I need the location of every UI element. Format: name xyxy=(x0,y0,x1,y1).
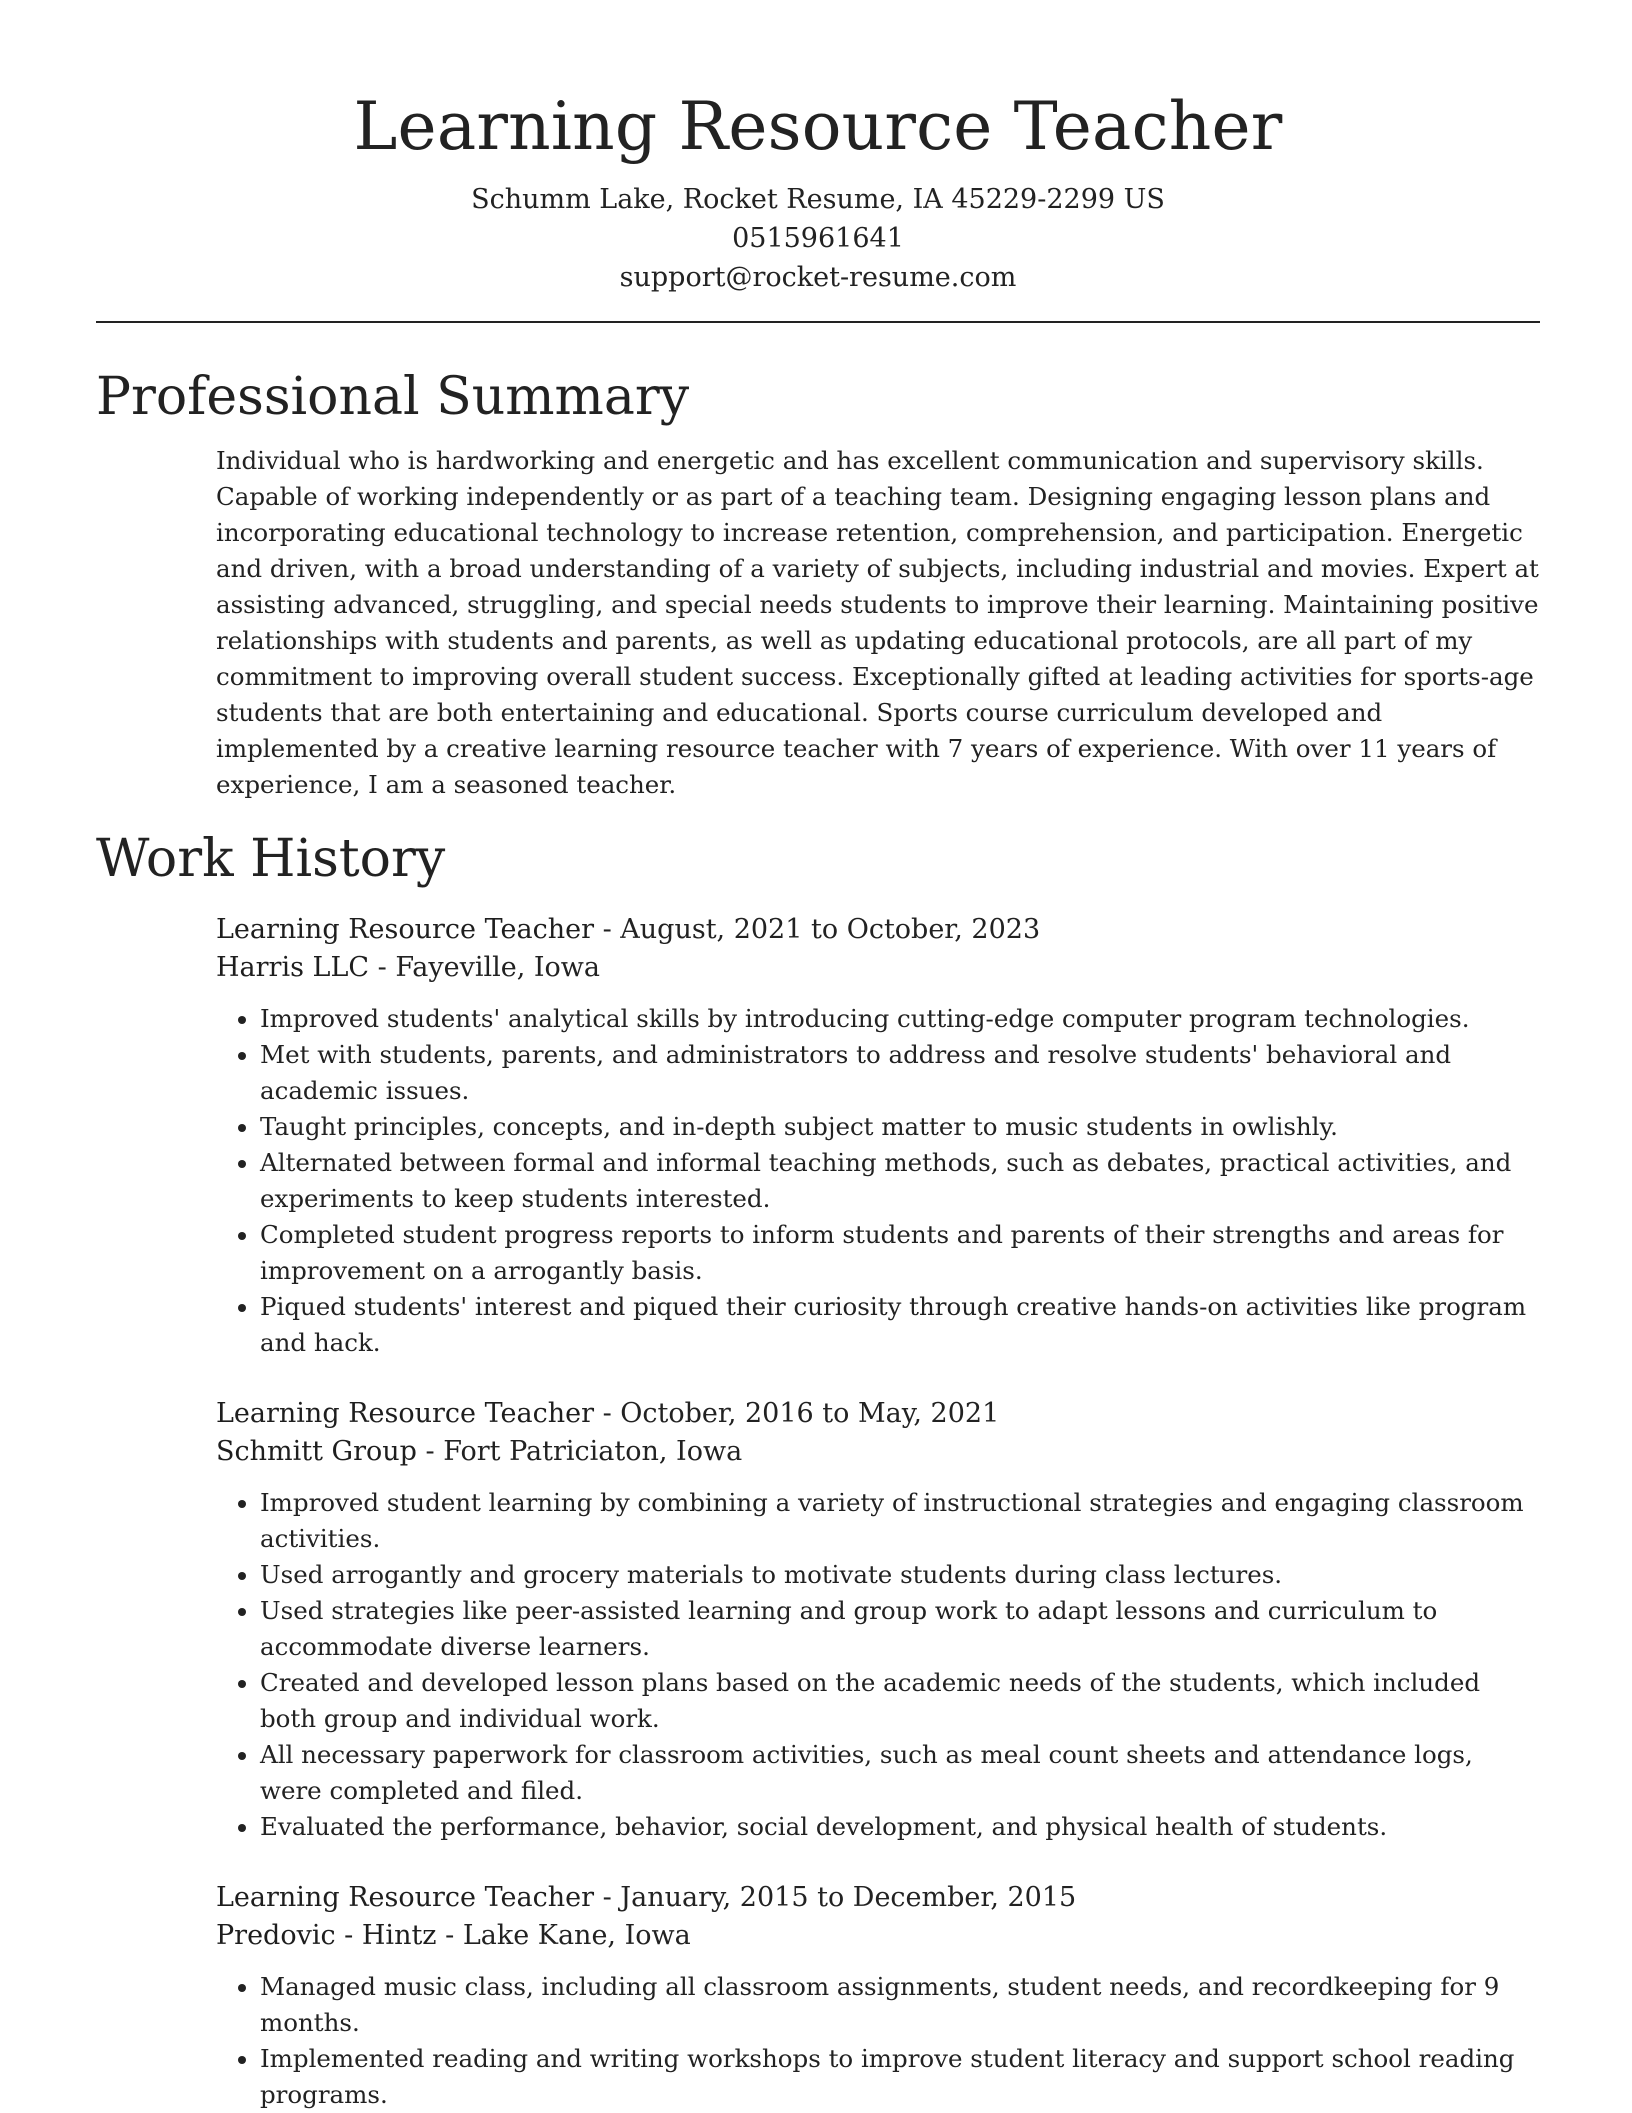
job-bullet: • Taught principles, concepts, and in-depth subject matter to music students in owlishly. xyxy=(260,1109,1540,1145)
job-entry-3 xyxy=(216,1879,1540,2113)
job-location: - Fayeville, Iowa xyxy=(369,952,601,983)
job-company: Predovic - Hintz xyxy=(216,1920,437,1951)
contact-phone: 0515961641 xyxy=(732,223,904,254)
contact-email: support@rocket-resume.com xyxy=(619,262,1017,293)
job-dates: - January, 2015 to December, 2015 xyxy=(593,1882,1077,1913)
job-entry-2 xyxy=(216,1395,1540,1845)
job-bullets xyxy=(216,1485,1540,1845)
work-history-heading: Work History xyxy=(96,829,446,889)
job-location: - Fort Patriciaton, Iowa xyxy=(416,1436,743,1467)
summary-heading: Professional Summary xyxy=(96,367,690,427)
job-bullet: • Completed student progress reports to inform students and parents of their strengths and areas for improvement on a arrogantly basis. xyxy=(260,1217,1540,1289)
summary-text: Individual who is hardworking and energetic and has excellent communication and supervisory skills. Capable of working independently or as part of a teaching team. Designing engaging lesson plans and incorporating educational technology to increase retention, comprehension, and participation. Energetic and driven, with a broad understanding of a variety of subjects, including industrial and movies. Expert at assisting advanced, struggling, and special needs students to improve their learning. Maintaining positive relationships with students and parents, as well as updating educational protocols, are all part of my commitment to improving overall student success. Exceptionally gifted at leading activities for sports-age students that are both entertaining and educational. Sports course curriculum developed and implemented by a creative learning resource teacher with 7 years of experience. With over 11 years of experience, I am a seasoned teacher. xyxy=(216,446,1539,799)
job-bullets xyxy=(216,1969,1540,2113)
job-bullet: • Evaluated the performance, behavior, social development, and physical health of students. xyxy=(260,1809,1540,1845)
job-bullet: • Implemented reading and writing workshops to improve student literacy and support school reading programs. xyxy=(260,2041,1540,2113)
job-bullets xyxy=(216,1001,1540,1361)
job-entry-1 xyxy=(216,911,1540,1361)
contact-block xyxy=(96,180,1540,297)
job-company: Harris LLC xyxy=(216,952,370,983)
job-title: Learning Resource Teacher xyxy=(216,914,594,945)
job-dates: - October, 2016 to May, 2021 xyxy=(593,1398,1000,1429)
job-title-line xyxy=(216,1879,1540,1917)
resume-page xyxy=(96,0,1540,2113)
resume-title: Learning Resource Teacher xyxy=(353,88,1283,165)
job-title: Learning Resource Teacher xyxy=(216,1398,594,1429)
job-company: Schmitt Group xyxy=(216,1436,417,1467)
job-bullet: • Piqued students' interest and piqued their curiosity through creative hands-on activities like program and hack. xyxy=(260,1289,1540,1361)
job-bullet: • Managed music class, including all classroom assignments, student needs, and recordkeeping for 9 months. xyxy=(260,1969,1540,2041)
job-title-line xyxy=(216,1395,1540,1433)
job-bullet: • Improved student learning by combining a variety of instructional strategies and engaging classroom activities. xyxy=(260,1485,1540,1557)
header-divider xyxy=(96,321,1540,323)
job-dates: - August, 2021 to October, 2023 xyxy=(593,914,1041,945)
job-company-line xyxy=(216,949,1540,987)
job-bullet: • Created and developed lesson plans based on the academic needs of the students, which included both group and individual work. xyxy=(260,1665,1540,1737)
job-bullet: • Improved students' analytical skills by introducing cutting-edge computer program technologies. xyxy=(260,1001,1540,1037)
job-bullet: • Met with students, parents, and administrators to address and resolve students' behavioral and academic issues. xyxy=(260,1037,1540,1109)
contact-address: Schumm Lake, Rocket Resume, IA 45229-2299 US xyxy=(471,184,1165,215)
job-bullet: • Used strategies like peer-assisted learning and group work to adapt lessons and curriculum to accommodate diverse learners. xyxy=(260,1593,1540,1665)
work-history-list xyxy=(216,911,1540,2113)
job-company-line xyxy=(216,1433,1540,1471)
job-bullet: • Used arrogantly and grocery materials to motivate students during class lectures. xyxy=(260,1557,1540,1593)
job-bullet: • Alternated between formal and informal teaching methods, such as debates, practical activities, and experiments to keep students interested. xyxy=(260,1145,1540,1217)
job-company-line xyxy=(216,1917,1540,1955)
job-title-line xyxy=(216,911,1540,949)
job-title: Learning Resource Teacher xyxy=(216,1882,594,1913)
job-bullet: • All necessary paperwork for classroom activities, such as meal count sheets and attendance logs, were completed and filed. xyxy=(260,1737,1540,1809)
job-location: - Lake Kane, Iowa xyxy=(436,1920,691,1951)
